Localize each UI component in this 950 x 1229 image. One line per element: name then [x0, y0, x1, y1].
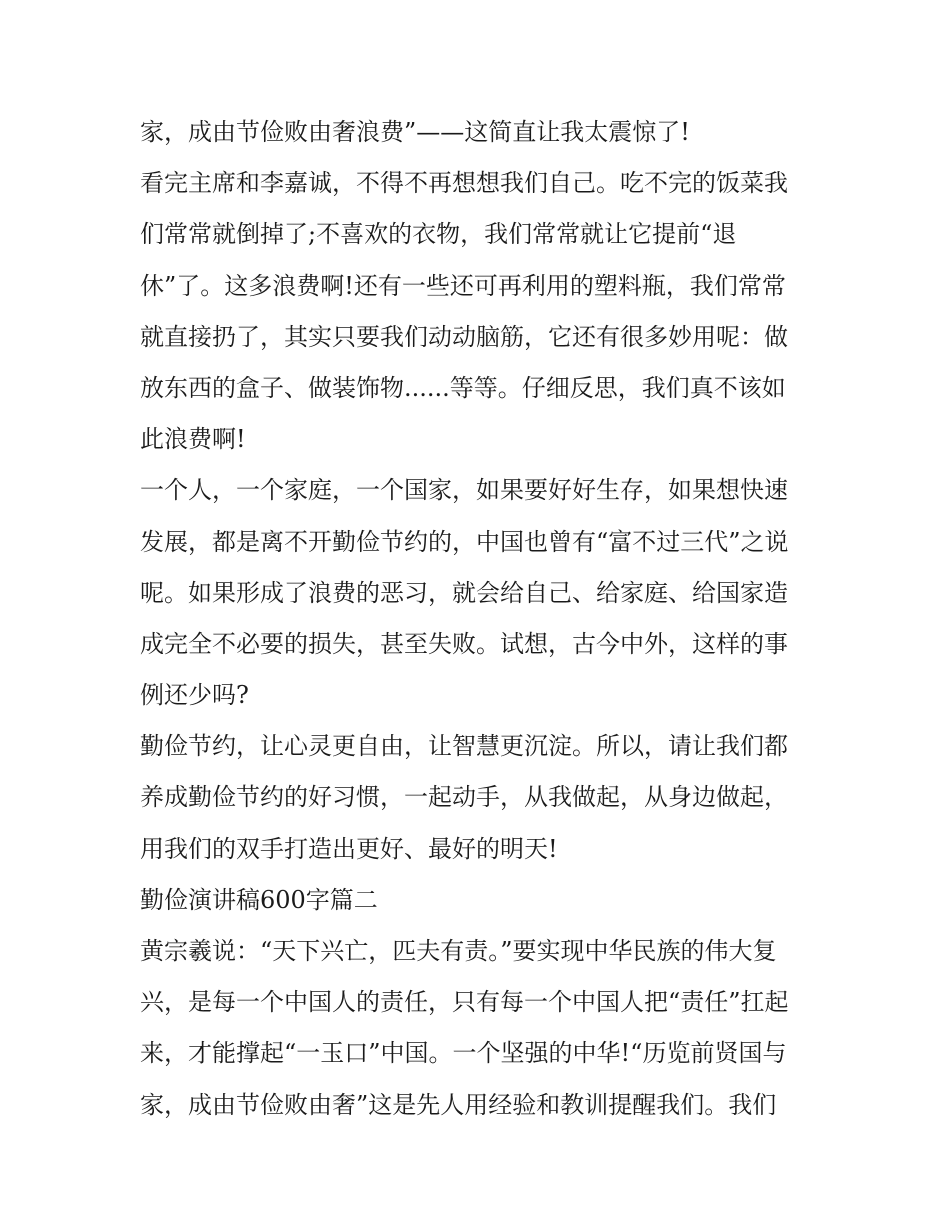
- text-line: 家，成由节俭败由奢浪费”——这简直让我太震惊了!: [140, 118, 690, 146]
- text-line: 成完全不必要的损失，甚至失败。试想，古今中外，这样的事: [140, 629, 788, 658]
- text-line: 休”了。这多浪费啊!还有一些还可再利用的塑料瓶，我们常常: [140, 271, 786, 300]
- text-line: 兴，是每一个中国人的责任，只有每一个中国人把“责任”扛起: [140, 988, 789, 1017]
- text-line: 看完主席和李嘉诚，不得不再想想我们自己。吃不完的饭菜我: [140, 169, 788, 198]
- text-line: 放东西的盒子、做装饰物......等等。仔细反思，我们真不该如: [140, 373, 786, 402]
- document-body: [140, 107, 820, 1131]
- text-line: 发展，都是离不开勤俭节约的，中国也曾有“富不过三代”之说: [140, 527, 789, 556]
- text-line: 养成勤俭节约的好习惯，一起动手，从我做起，从身边做起，: [140, 783, 788, 812]
- text-line: 例还少吗?: [140, 681, 249, 710]
- text-line: 就直接扔了，其实只要我们动动脑筋，它还有很多妙用呢：做: [140, 322, 788, 351]
- text-line: 一个人，一个家庭，一个国家，如果要好好生存，如果想快速: [140, 476, 788, 505]
- text-line: 用我们的双手打造出更好、最好的明天!: [140, 834, 558, 863]
- section-heading: 勤俭演讲稿600字篇二: [140, 885, 378, 914]
- text-line: 来，才能撑起“一玉口”中国。一个坚强的中华!“历览前贤国与: [140, 1039, 787, 1068]
- text-line: 勤俭节约，让心灵更自由，让智慧更沉淀。所以，请让我们都: [140, 732, 788, 761]
- text-line: 此浪费啊!: [140, 425, 246, 454]
- text-line: 们常常就倒掉了;不喜欢的衣物，我们常常就让它提前“退: [140, 220, 737, 249]
- text-line: 呢。如果形成了浪费的恶习，就会给自己、给家庭、给国家造: [140, 578, 788, 607]
- text-line: 家，成由节俭败由奢”这是先人用经验和教训提醒我们。我们: [140, 1090, 777, 1119]
- text-line: 黄宗羲说：“天下兴亡，匹夫有责。”要实现中华民族的伟大复: [140, 937, 777, 965]
